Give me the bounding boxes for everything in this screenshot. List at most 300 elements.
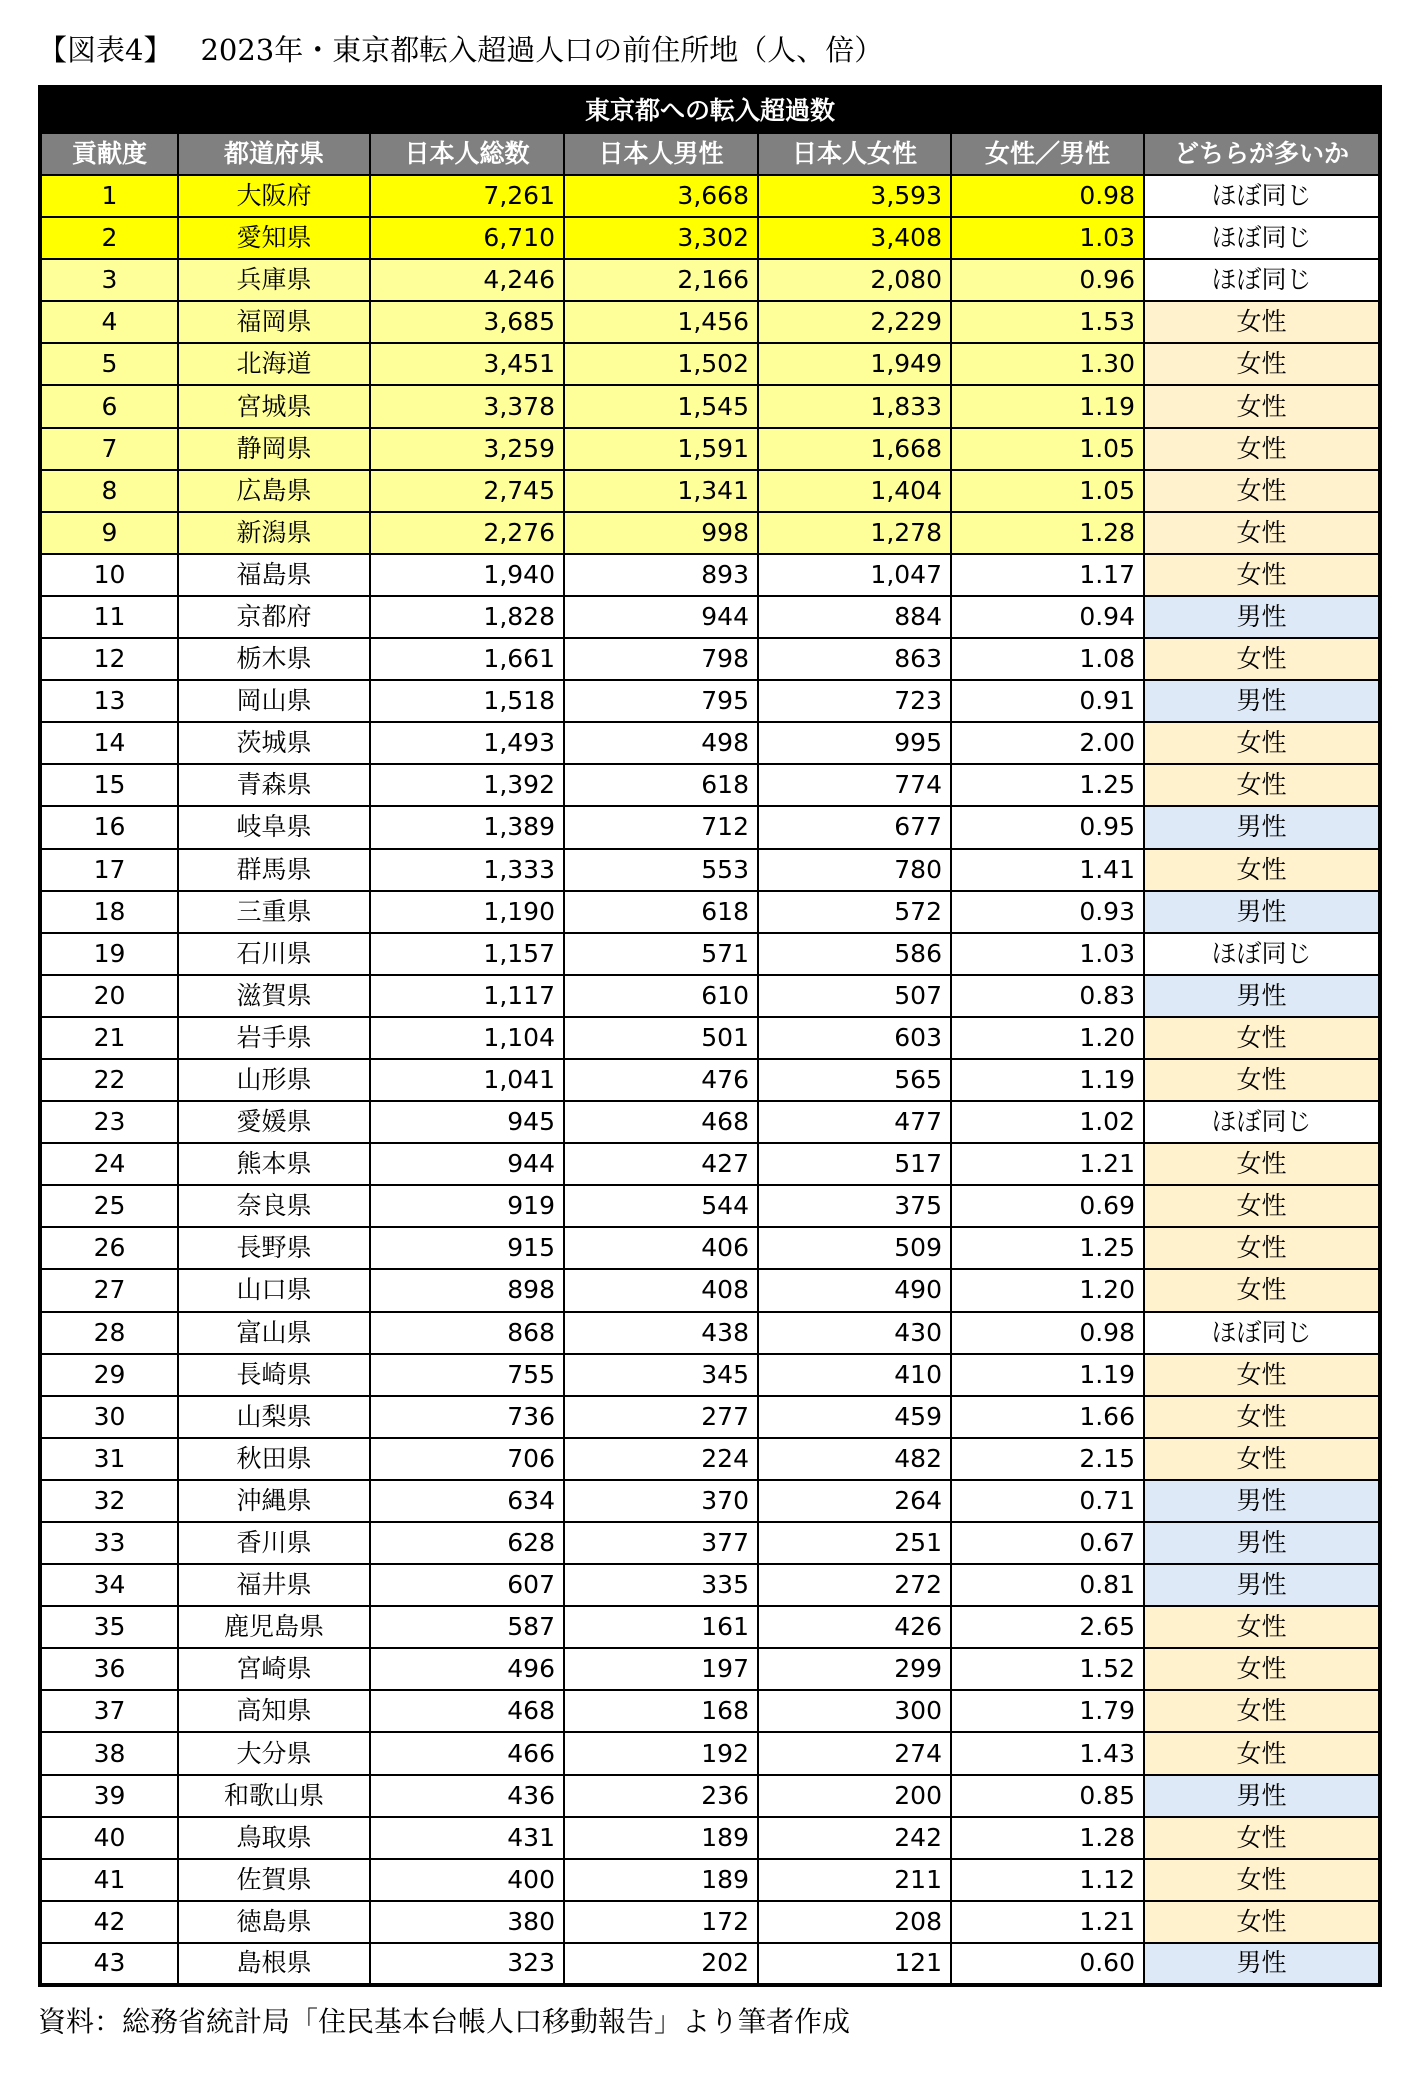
prefecture-cell: 福岡県: [178, 301, 370, 343]
prefecture-cell: 山梨県: [178, 1396, 370, 1438]
ratio-cell: 1.20: [951, 1017, 1144, 1059]
ratio-cell: 1.19: [951, 1354, 1144, 1396]
prefecture-cell: 栃木県: [178, 638, 370, 680]
rank-cell: 9: [40, 512, 178, 554]
female-cell: 272: [758, 1564, 951, 1606]
prefecture-cell: 香川県: [178, 1522, 370, 1564]
prefecture-cell: 愛知県: [178, 217, 370, 259]
table-row: [40, 1564, 1380, 1606]
prefecture-cell: 鳥取県: [178, 1817, 370, 1859]
ratio-cell: 1.43: [951, 1732, 1144, 1774]
col-header-rank: 貢献度: [40, 133, 178, 175]
which-more-cell: 女性: [1144, 849, 1380, 891]
total-cell: 1,661: [370, 638, 564, 680]
male-cell: 501: [564, 1017, 758, 1059]
total-cell: 1,117: [370, 975, 564, 1017]
prefecture-cell: 鹿児島県: [178, 1606, 370, 1648]
rank-cell: 35: [40, 1606, 178, 1648]
male-cell: 468: [564, 1101, 758, 1143]
ratio-cell: 1.12: [951, 1859, 1144, 1901]
ratio-cell: 1.05: [951, 428, 1144, 470]
total-cell: 1,518: [370, 680, 564, 722]
which-more-cell: 女性: [1144, 1859, 1380, 1901]
female-cell: 211: [758, 1859, 951, 1901]
male-cell: 618: [564, 764, 758, 806]
table-row: [40, 933, 1380, 975]
male-cell: 712: [564, 806, 758, 848]
ratio-cell: 1.25: [951, 1227, 1144, 1269]
rank-cell: 32: [40, 1480, 178, 1522]
table-row: [40, 1480, 1380, 1522]
table-row: [40, 428, 1380, 470]
female-cell: 1,278: [758, 512, 951, 554]
table-row: [40, 301, 1380, 343]
rank-cell: 31: [40, 1438, 178, 1480]
prefecture-cell: 長野県: [178, 1227, 370, 1269]
female-cell: 774: [758, 764, 951, 806]
figure-label: 【図表4】: [38, 33, 173, 67]
total-cell: 496: [370, 1648, 564, 1690]
rank-cell: 38: [40, 1732, 178, 1774]
ratio-cell: 2.65: [951, 1606, 1144, 1648]
prefecture-cell: 北海道: [178, 343, 370, 385]
table-row: [40, 554, 1380, 596]
ratio-cell: 1.03: [951, 933, 1144, 975]
female-cell: 884: [758, 596, 951, 638]
rank-cell: 25: [40, 1185, 178, 1227]
table-row: [40, 343, 1380, 385]
ratio-cell: 1.19: [951, 385, 1144, 427]
female-cell: 490: [758, 1269, 951, 1311]
female-cell: 208: [758, 1901, 951, 1943]
total-cell: 944: [370, 1143, 564, 1185]
ratio-cell: 0.91: [951, 680, 1144, 722]
female-cell: 2,080: [758, 259, 951, 301]
total-cell: 607: [370, 1564, 564, 1606]
which-more-cell: 女性: [1144, 1901, 1380, 1943]
total-cell: 945: [370, 1101, 564, 1143]
prefecture-cell: 山口県: [178, 1269, 370, 1311]
male-cell: 1,591: [564, 428, 758, 470]
rank-cell: 13: [40, 680, 178, 722]
table-row: [40, 259, 1380, 301]
prefecture-cell: 福井県: [178, 1564, 370, 1606]
female-cell: 603: [758, 1017, 951, 1059]
table-row: [40, 596, 1380, 638]
rank-cell: 5: [40, 343, 178, 385]
prefecture-cell: 青森県: [178, 764, 370, 806]
prefecture-cell: 長崎県: [178, 1354, 370, 1396]
male-cell: 498: [564, 722, 758, 764]
which-more-cell: 女性: [1144, 428, 1380, 470]
total-cell: 736: [370, 1396, 564, 1438]
ratio-cell: 0.98: [951, 1312, 1144, 1354]
which-more-cell: ほぼ同じ: [1144, 175, 1380, 217]
table-row: [40, 1269, 1380, 1311]
total-cell: 7,261: [370, 175, 564, 217]
rank-cell: 24: [40, 1143, 178, 1185]
female-cell: 121: [758, 1943, 951, 1985]
total-cell: 1,157: [370, 933, 564, 975]
which-more-cell: 女性: [1144, 1690, 1380, 1732]
table-row: [40, 512, 1380, 554]
rank-cell: 28: [40, 1312, 178, 1354]
female-cell: 1,047: [758, 554, 951, 596]
ratio-cell: 0.67: [951, 1522, 1144, 1564]
total-cell: 1,392: [370, 764, 564, 806]
male-cell: 798: [564, 638, 758, 680]
prefecture-cell: 三重県: [178, 891, 370, 933]
rank-cell: 40: [40, 1817, 178, 1859]
table-row: [40, 1817, 1380, 1859]
ratio-cell: 1.20: [951, 1269, 1144, 1311]
total-cell: 634: [370, 1480, 564, 1522]
which-more-cell: 女性: [1144, 1648, 1380, 1690]
table-row: [40, 1396, 1380, 1438]
rank-cell: 6: [40, 385, 178, 427]
which-more-cell: 女性: [1144, 1059, 1380, 1101]
table-row: [40, 764, 1380, 806]
ratio-cell: 1.17: [951, 554, 1144, 596]
table-row: [40, 1227, 1380, 1269]
total-cell: 1,389: [370, 806, 564, 848]
ratio-cell: 0.96: [951, 259, 1144, 301]
which-more-cell: 女性: [1144, 1185, 1380, 1227]
total-cell: 2,276: [370, 512, 564, 554]
female-cell: 3,408: [758, 217, 951, 259]
prefecture-cell: 高知県: [178, 1690, 370, 1732]
rank-cell: 8: [40, 470, 178, 512]
rank-cell: 12: [40, 638, 178, 680]
table-row: [40, 975, 1380, 1017]
ratio-cell: 0.94: [951, 596, 1144, 638]
which-more-cell: 男性: [1144, 680, 1380, 722]
table-row: [40, 1143, 1380, 1185]
male-cell: 406: [564, 1227, 758, 1269]
rank-cell: 15: [40, 764, 178, 806]
table-row: [40, 1185, 1380, 1227]
prefecture-cell: 大分県: [178, 1732, 370, 1774]
col-header-prefecture: 都道府県: [178, 133, 370, 175]
total-cell: 3,451: [370, 343, 564, 385]
net-migration-table: [38, 85, 1382, 1987]
prefecture-cell: 広島県: [178, 470, 370, 512]
table-row: [40, 1648, 1380, 1690]
rank-cell: 2: [40, 217, 178, 259]
rank-cell: 27: [40, 1269, 178, 1311]
male-cell: 438: [564, 1312, 758, 1354]
total-cell: 915: [370, 1227, 564, 1269]
table-row: [40, 1059, 1380, 1101]
total-cell: 1,493: [370, 722, 564, 764]
total-cell: 4,246: [370, 259, 564, 301]
ratio-cell: 1.08: [951, 638, 1144, 680]
which-more-cell: 男性: [1144, 1564, 1380, 1606]
total-cell: 3,685: [370, 301, 564, 343]
total-cell: 1,333: [370, 849, 564, 891]
female-cell: 517: [758, 1143, 951, 1185]
prefecture-cell: 熊本県: [178, 1143, 370, 1185]
figure-title: [38, 28, 883, 72]
which-more-cell: 女性: [1144, 343, 1380, 385]
ratio-cell: 1.05: [951, 470, 1144, 512]
rank-cell: 14: [40, 722, 178, 764]
prefecture-cell: 愛媛県: [178, 1101, 370, 1143]
table-row: [40, 1017, 1380, 1059]
female-cell: 995: [758, 722, 951, 764]
ratio-cell: 1.66: [951, 1396, 1144, 1438]
rank-cell: 19: [40, 933, 178, 975]
total-cell: 1,828: [370, 596, 564, 638]
total-cell: 6,710: [370, 217, 564, 259]
female-cell: 200: [758, 1775, 951, 1817]
source-note: 資料：総務省統計局「住民基本台帳人口移動報告」より筆者作成: [38, 2005, 851, 2038]
which-more-cell: 女性: [1144, 470, 1380, 512]
ratio-cell: 0.60: [951, 1943, 1144, 1985]
female-cell: 509: [758, 1227, 951, 1269]
total-cell: 380: [370, 1901, 564, 1943]
total-cell: 868: [370, 1312, 564, 1354]
female-cell: 572: [758, 891, 951, 933]
male-cell: 370: [564, 1480, 758, 1522]
female-cell: 1,833: [758, 385, 951, 427]
table-row: [40, 1901, 1380, 1943]
male-cell: 224: [564, 1438, 758, 1480]
which-more-cell: 女性: [1144, 638, 1380, 680]
ratio-cell: 1.30: [951, 343, 1144, 385]
ratio-cell: 1.28: [951, 1817, 1144, 1859]
male-cell: 944: [564, 596, 758, 638]
male-cell: 3,668: [564, 175, 758, 217]
total-cell: 323: [370, 1943, 564, 1985]
male-cell: 998: [564, 512, 758, 554]
col-header-total: 日本人総数: [370, 133, 564, 175]
ratio-cell: 0.83: [951, 975, 1144, 1017]
total-cell: 3,259: [370, 428, 564, 470]
prefecture-cell: 福島県: [178, 554, 370, 596]
rank-cell: 3: [40, 259, 178, 301]
rank-cell: 17: [40, 849, 178, 891]
table-row: [40, 1522, 1380, 1564]
rank-cell: 30: [40, 1396, 178, 1438]
ratio-cell: 1.41: [951, 849, 1144, 891]
prefecture-cell: 岩手県: [178, 1017, 370, 1059]
table-row: [40, 1859, 1380, 1901]
prefecture-cell: 富山県: [178, 1312, 370, 1354]
which-more-cell: 男性: [1144, 1943, 1380, 1985]
total-cell: 1,041: [370, 1059, 564, 1101]
total-cell: 628: [370, 1522, 564, 1564]
male-cell: 1,341: [564, 470, 758, 512]
male-cell: 335: [564, 1564, 758, 1606]
female-cell: 780: [758, 849, 951, 891]
male-cell: 172: [564, 1901, 758, 1943]
prefecture-cell: 新潟県: [178, 512, 370, 554]
female-cell: 507: [758, 975, 951, 1017]
table-banner: 東京都への転入超過数: [40, 87, 1380, 133]
which-more-cell: 男性: [1144, 975, 1380, 1017]
which-more-cell: 女性: [1144, 1396, 1380, 1438]
table-row: [40, 849, 1380, 891]
total-cell: 1,940: [370, 554, 564, 596]
male-cell: 1,456: [564, 301, 758, 343]
male-cell: 795: [564, 680, 758, 722]
male-cell: 476: [564, 1059, 758, 1101]
which-more-cell: 男性: [1144, 1480, 1380, 1522]
prefecture-cell: 大阪府: [178, 175, 370, 217]
rank-cell: 23: [40, 1101, 178, 1143]
table-row: [40, 722, 1380, 764]
male-cell: 544: [564, 1185, 758, 1227]
female-cell: 1,668: [758, 428, 951, 470]
table-row: [40, 1312, 1380, 1354]
male-cell: 377: [564, 1522, 758, 1564]
which-more-cell: 男性: [1144, 1522, 1380, 1564]
total-cell: 1,104: [370, 1017, 564, 1059]
ratio-cell: 1.19: [951, 1059, 1144, 1101]
which-more-cell: 男性: [1144, 1775, 1380, 1817]
table-row: [40, 1438, 1380, 1480]
rank-cell: 20: [40, 975, 178, 1017]
which-more-cell: 女性: [1144, 1143, 1380, 1185]
total-cell: 919: [370, 1185, 564, 1227]
which-more-cell: 女性: [1144, 512, 1380, 554]
ratio-cell: 0.81: [951, 1564, 1144, 1606]
ratio-cell: 0.93: [951, 891, 1144, 933]
rank-cell: 10: [40, 554, 178, 596]
ratio-cell: 2.15: [951, 1438, 1144, 1480]
rank-cell: 29: [40, 1354, 178, 1396]
which-more-cell: 男性: [1144, 806, 1380, 848]
table-row: [40, 385, 1380, 427]
prefecture-cell: 奈良県: [178, 1185, 370, 1227]
which-more-cell: ほぼ同じ: [1144, 1312, 1380, 1354]
ratio-cell: 2.00: [951, 722, 1144, 764]
prefecture-cell: 宮城県: [178, 385, 370, 427]
male-cell: 610: [564, 975, 758, 1017]
female-cell: 300: [758, 1690, 951, 1732]
which-more-cell: 男性: [1144, 596, 1380, 638]
female-cell: 459: [758, 1396, 951, 1438]
male-cell: 277: [564, 1396, 758, 1438]
total-cell: 436: [370, 1775, 564, 1817]
which-more-cell: 女性: [1144, 1438, 1380, 1480]
ratio-cell: 1.52: [951, 1648, 1144, 1690]
male-cell: 161: [564, 1606, 758, 1648]
rank-cell: 18: [40, 891, 178, 933]
table-row: [40, 470, 1380, 512]
female-cell: 3,593: [758, 175, 951, 217]
female-cell: 863: [758, 638, 951, 680]
ratio-cell: 0.98: [951, 175, 1144, 217]
which-more-cell: ほぼ同じ: [1144, 933, 1380, 975]
table-body: [40, 175, 1380, 1985]
total-cell: 400: [370, 1859, 564, 1901]
ratio-cell: 1.02: [951, 1101, 1144, 1143]
male-cell: 236: [564, 1775, 758, 1817]
table-row: [40, 1775, 1380, 1817]
ratio-cell: 1.03: [951, 217, 1144, 259]
which-more-cell: 女性: [1144, 1227, 1380, 1269]
col-header-ratio: 女性／男性: [951, 133, 1144, 175]
ratio-cell: 1.28: [951, 512, 1144, 554]
female-cell: 677: [758, 806, 951, 848]
female-cell: 274: [758, 1732, 951, 1774]
female-cell: 251: [758, 1522, 951, 1564]
female-cell: 723: [758, 680, 951, 722]
female-cell: 1,404: [758, 470, 951, 512]
ratio-cell: 1.21: [951, 1143, 1144, 1185]
female-cell: 426: [758, 1606, 951, 1648]
col-header-male: 日本人男性: [564, 133, 758, 175]
female-cell: 1,949: [758, 343, 951, 385]
female-cell: 586: [758, 933, 951, 975]
ratio-cell: 0.71: [951, 1480, 1144, 1522]
total-cell: 3,378: [370, 385, 564, 427]
which-more-cell: 女性: [1144, 1817, 1380, 1859]
male-cell: 345: [564, 1354, 758, 1396]
prefecture-cell: 島根県: [178, 1943, 370, 1985]
col-header-which-more: どちらが多いか: [1144, 133, 1380, 175]
ratio-cell: 0.95: [951, 806, 1144, 848]
prefecture-cell: 石川県: [178, 933, 370, 975]
ratio-cell: 1.21: [951, 1901, 1144, 1943]
table-row: [40, 217, 1380, 259]
rank-cell: 26: [40, 1227, 178, 1269]
male-cell: 1,502: [564, 343, 758, 385]
which-more-cell: 女性: [1144, 301, 1380, 343]
which-more-cell: ほぼ同じ: [1144, 217, 1380, 259]
prefecture-cell: 山形県: [178, 1059, 370, 1101]
rank-cell: 39: [40, 1775, 178, 1817]
rank-cell: 4: [40, 301, 178, 343]
which-more-cell: 女性: [1144, 764, 1380, 806]
which-more-cell: ほぼ同じ: [1144, 259, 1380, 301]
which-more-cell: 男性: [1144, 891, 1380, 933]
table-row: [40, 1732, 1380, 1774]
rank-cell: 7: [40, 428, 178, 470]
which-more-cell: 女性: [1144, 385, 1380, 427]
female-cell: 242: [758, 1817, 951, 1859]
rank-cell: 1: [40, 175, 178, 217]
male-cell: 893: [564, 554, 758, 596]
rank-cell: 22: [40, 1059, 178, 1101]
table-row: [40, 1354, 1380, 1396]
prefecture-cell: 徳島県: [178, 1901, 370, 1943]
prefecture-cell: 茨城県: [178, 722, 370, 764]
prefecture-cell: 沖縄県: [178, 1480, 370, 1522]
male-cell: 571: [564, 933, 758, 975]
rank-cell: 36: [40, 1648, 178, 1690]
prefecture-cell: 佐賀県: [178, 1859, 370, 1901]
table-row: [40, 891, 1380, 933]
table-row: [40, 1690, 1380, 1732]
which-more-cell: 女性: [1144, 722, 1380, 764]
rank-cell: 37: [40, 1690, 178, 1732]
column-header-row: [40, 133, 1380, 175]
male-cell: 202: [564, 1943, 758, 1985]
male-cell: 408: [564, 1269, 758, 1311]
rank-cell: 34: [40, 1564, 178, 1606]
male-cell: 553: [564, 849, 758, 891]
prefecture-cell: 群馬県: [178, 849, 370, 891]
which-more-cell: ほぼ同じ: [1144, 1101, 1380, 1143]
col-header-female: 日本人女性: [758, 133, 951, 175]
total-cell: 468: [370, 1690, 564, 1732]
prefecture-cell: 静岡県: [178, 428, 370, 470]
male-cell: 189: [564, 1817, 758, 1859]
rank-cell: 11: [40, 596, 178, 638]
